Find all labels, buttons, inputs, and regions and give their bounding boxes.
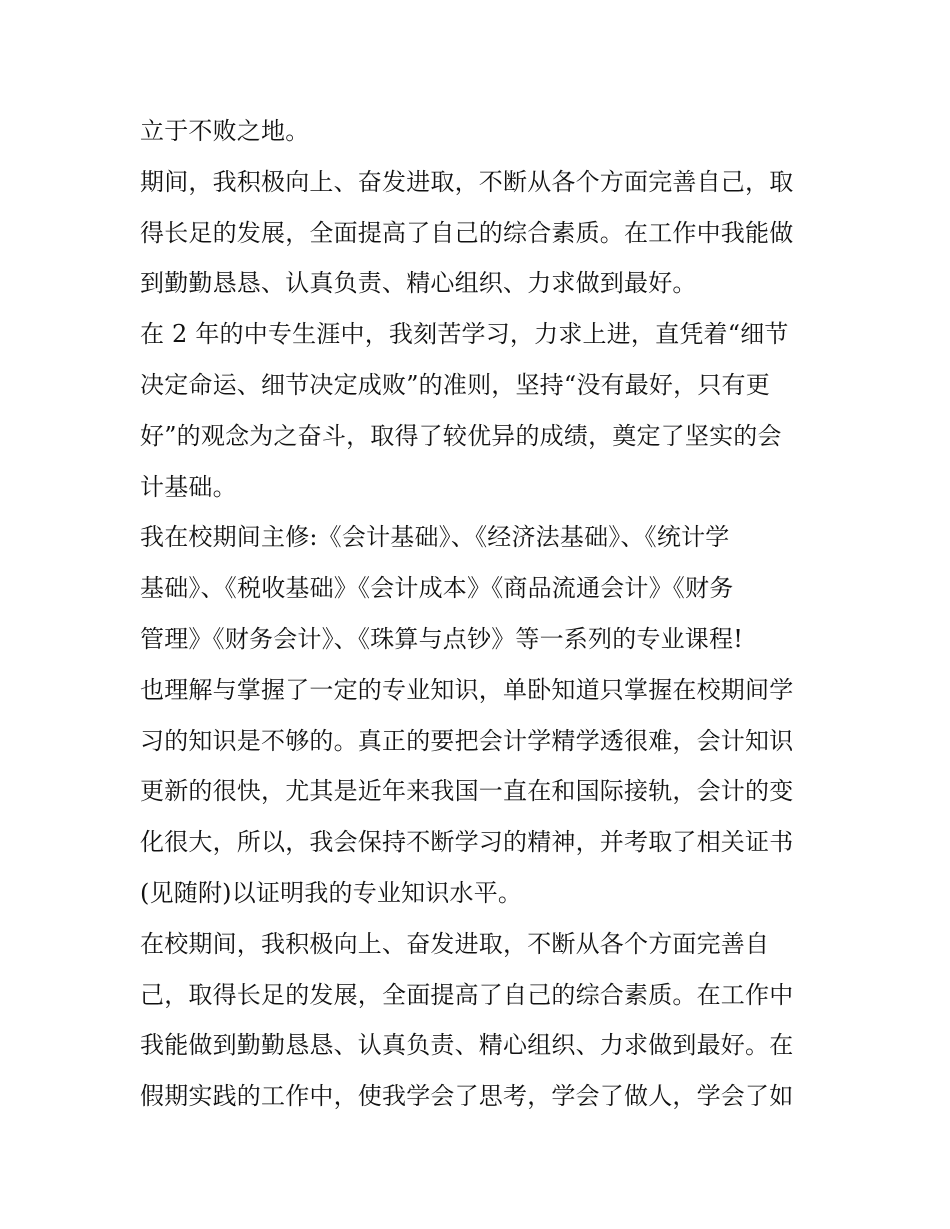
text-line: 计基础。 (140, 472, 237, 501)
document-body (140, 106, 820, 1122)
text-line: 更新的很快，尤其是近年来我国一直在和国际接轨，会计的变 (140, 777, 794, 806)
text-line: 立于不败之地。 (140, 117, 310, 145)
text-line: 得长足的发展，全面提高了自己的综合素质。在工作中我能做 (140, 218, 794, 247)
text-line: 决定命运、细节决定成败”的准则，坚持“没有最好，只有更 (140, 370, 770, 399)
text-line: 到勤勤恳恳、认真负责、精心组织、力求做到最好。 (140, 269, 697, 298)
text-line: 管理》《财务会计》、《珠算与点钞》等一系列的专业课程! (140, 624, 744, 653)
text-line: 己，取得长足的发展，全面提高了自己的综合素质。在工作中 (140, 980, 794, 1009)
text-line: 在 2 年的中专生涯中，我刻苦学习，力求上进，直凭着“细节 (140, 320, 789, 349)
text-line: 化很大，所以，我会保持不断学习的精神，并考取了相关证书 (140, 828, 794, 857)
text-line: 习的知识是不够的。真正的要把会计学精学透很难，会计知识 (140, 726, 794, 755)
text-line: 好”的观念为之奋斗，取得了较优异的成绩，奠定了坚实的会 (140, 421, 782, 450)
text-line: 我能做到勤勤恳恳、认真负责、精心组织、力求做到最好。在 (140, 1031, 794, 1060)
text-line: 假期实践的工作中，使我学会了思考，学会了做人，学会了如 (140, 1082, 794, 1111)
text-line: 期间，我积极向上、奋发进取，不断从各个方面完善自己，取 (140, 167, 794, 196)
text-line: (见随附)以证明我的专业知识水平。 (140, 878, 523, 907)
text-line: 在校期间，我积极向上、奋发进取，不断从各个方面完善自 (140, 929, 770, 958)
text-line: 我在校期间主修:《会计基础》、《经济法基础》、《统计学 (140, 523, 730, 552)
text-line: 也理解与掌握了一定的专业知识，单卧知道只掌握在校期间学 (140, 675, 794, 704)
text-line: 基础》、《税收基础》《会计成本》《商品流通会计》《财务 (140, 574, 734, 603)
